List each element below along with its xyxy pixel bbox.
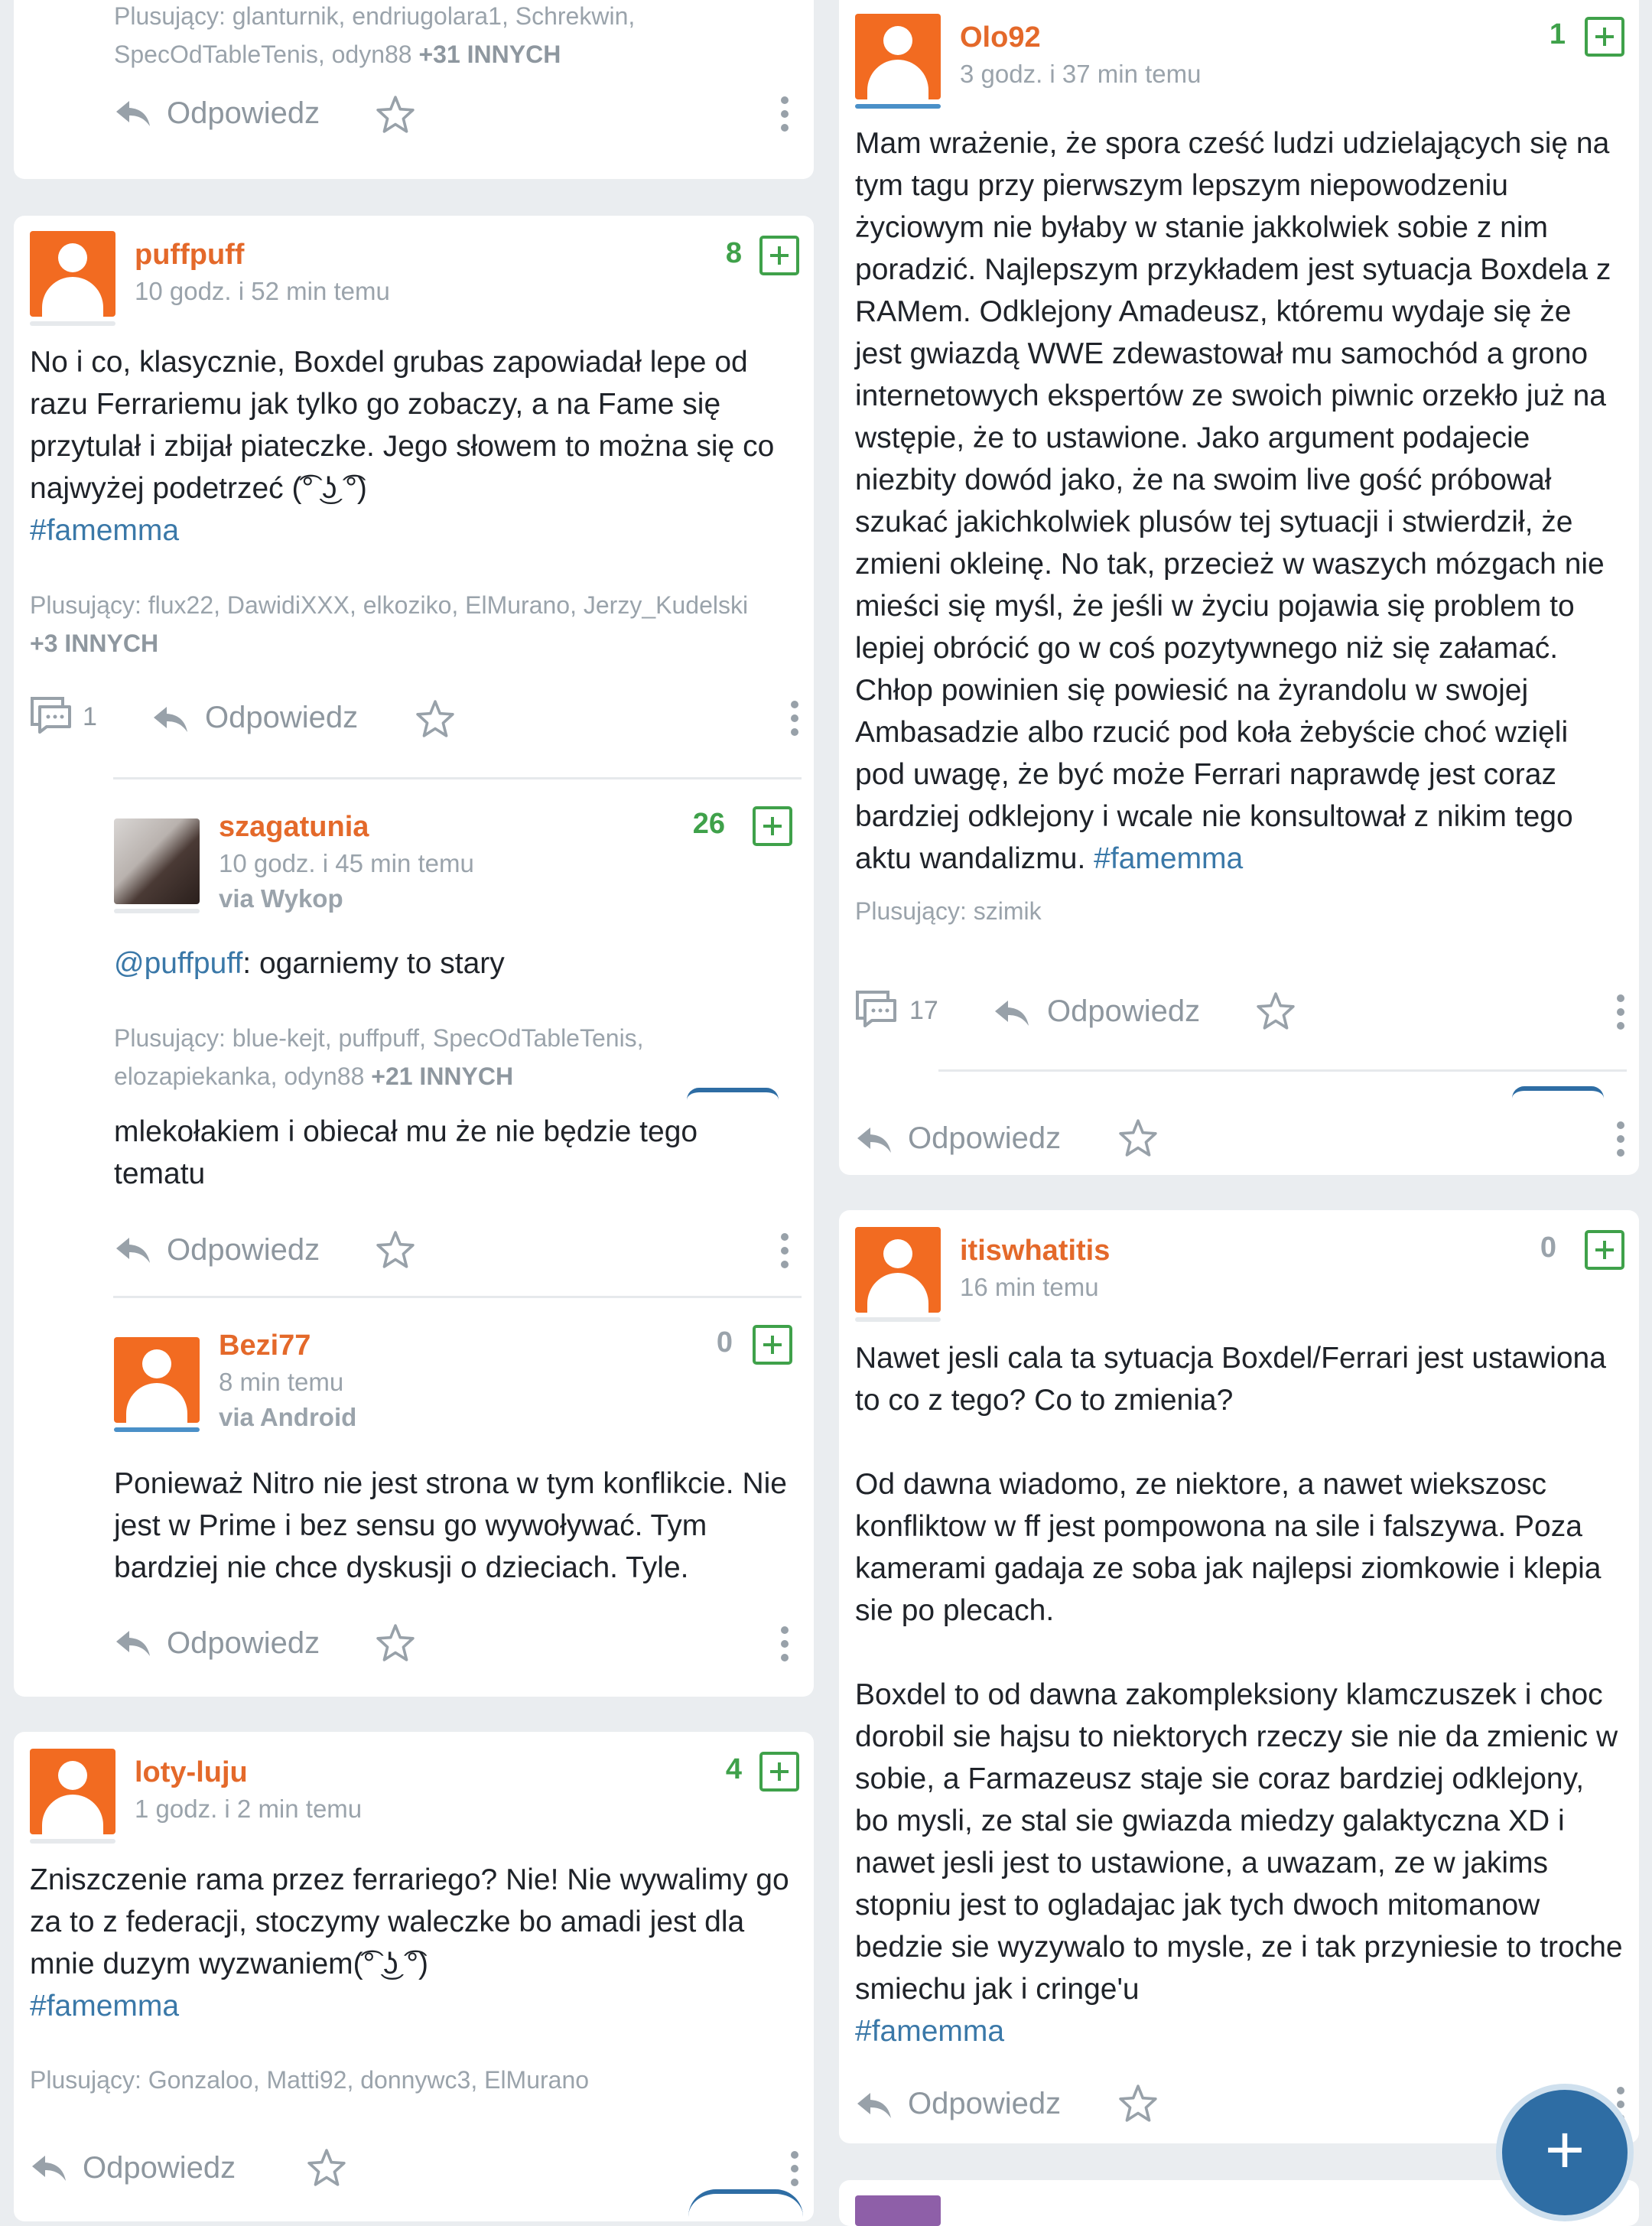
hashtag-link[interactable]: #famemma — [855, 2015, 1005, 2048]
vote-count: 4 — [725, 1753, 742, 1785]
more-options-icon[interactable] — [1616, 1120, 1625, 1158]
username[interactable]: itiswhatitis — [960, 1235, 1111, 1267]
reply-icon[interactable] — [855, 1124, 893, 1155]
upvote-button[interactable] — [759, 236, 799, 275]
entry-card-puffpuff — [14, 216, 814, 1697]
source-label: via Android — [219, 1403, 357, 1431]
reply-icon[interactable] — [114, 1235, 152, 1265]
favorite-star-icon[interactable] — [415, 699, 455, 739]
favorite-star-icon[interactable] — [376, 1230, 415, 1270]
avatar[interactable] — [114, 818, 200, 904]
vote-count: 26 — [692, 808, 725, 840]
comment-icon[interactable] — [30, 696, 73, 739]
add-entry-fab[interactable] — [1496, 2084, 1634, 2221]
upvote-button[interactable] — [759, 1752, 799, 1792]
plusers-more-link[interactable]: +31 INNYCH — [418, 41, 561, 68]
timestamp[interactable]: 10 godz. i 45 min temu — [219, 849, 474, 877]
comment-text: @puffpuff: ogarniemy to stary — [114, 947, 505, 980]
reply-button[interactable]: Odpowiedz — [1047, 994, 1201, 1028]
favorite-star-icon[interactable] — [1118, 1118, 1158, 1158]
timestamp[interactable]: 16 min temu — [960, 1273, 1099, 1301]
comment-count[interactable]: 1 — [83, 702, 97, 731]
entry-text: No i co, klasycznie, Boxdel grubas zapowiadał lepe od razu Ferrariemu jak tylko go zobaczy, a na Fame się przytulał i zbijał piateczke. Jego słowem to można się co najwyżej podetrzeć (͡° ͜ʖ ͡°) #famemma — [30, 346, 775, 547]
hashtag-link[interactable]: #famemma — [30, 514, 180, 547]
username[interactable]: szagatunia — [219, 811, 369, 843]
avatar[interactable] — [30, 231, 115, 317]
favorite-star-icon[interactable] — [307, 2148, 346, 2188]
vote-count: 0 — [1540, 1232, 1556, 1264]
plusers-list: Plusujący: glanturnik, endriugolara1, Schrekwin, SpecOdTableTenis, odyn88 +31 INNYCH — [114, 2, 636, 68]
plusers-list: Plusujący: flux22, DawidiXXX, elkoziko, ElMurano, Jerzy_Kudelski +3 INNYCH — [30, 591, 749, 657]
more-options-icon[interactable] — [790, 699, 799, 737]
reply-icon[interactable] — [114, 98, 152, 129]
clip-edge — [14, 1100, 814, 1102]
comment-icon[interactable] — [855, 990, 898, 1033]
upvote-button[interactable] — [1585, 17, 1624, 57]
upvote-button[interactable] — [1585, 1230, 1624, 1270]
reply-button[interactable]: Odpowiedz — [83, 2151, 236, 2185]
vote-count: 0 — [716, 1326, 733, 1359]
overlay-fab-edge — [688, 2189, 803, 2217]
reply-button[interactable]: Odpowiedz — [908, 2087, 1062, 2120]
reply-button[interactable]: Odpowiedz — [167, 96, 320, 130]
hashtag-link[interactable]: #famemma — [1094, 842, 1244, 875]
plusers-list: Plusujący: Gonzaloo, Matti92, donnywc3, ElMurano — [30, 2066, 590, 2094]
entry-card-loty-luju — [14, 1732, 814, 2221]
favorite-star-icon[interactable] — [376, 1623, 415, 1663]
reply-icon[interactable] — [114, 1628, 152, 1658]
more-options-icon[interactable] — [780, 1625, 789, 1663]
favorite-star-icon[interactable] — [376, 95, 415, 135]
overlay-fab-edge — [687, 1088, 779, 1100]
vote-count: 8 — [725, 237, 742, 269]
username[interactable]: loty-luju — [135, 1756, 248, 1788]
timestamp[interactable]: 1 godz. i 2 min temu — [135, 1795, 363, 1823]
comment-count[interactable]: 17 — [909, 996, 938, 1025]
entry-text: Zniszczenie rama przez ferrariego? Nie! Nie wywalimy go za to z federacji, stoczymy waleczke bo amadi jest dla mnie duzym wyzwaniem(͡° ͜ʖ ͡°) #famemma — [30, 1863, 789, 2023]
plus-icon: + — [1544, 2112, 1585, 2189]
source-label: via Wykop — [219, 884, 343, 913]
reply-button[interactable]: Odpowiedz — [908, 1121, 1062, 1155]
plusers-more-link[interactable]: +3 INNYCH — [30, 630, 159, 657]
comment-text-fragment: mlekołakiem i obiecał mu że nie będzie tego tematu — [114, 1115, 698, 1190]
reply-icon[interactable] — [30, 2153, 68, 2183]
avatar[interactable] — [855, 14, 941, 99]
entry-card-top-fragment — [14, 0, 814, 179]
more-options-icon[interactable] — [780, 95, 789, 133]
username[interactable]: Olo92 — [960, 21, 1041, 54]
entry-card-itiswhatitis — [839, 1210, 1639, 2143]
avatar[interactable] — [30, 1749, 115, 1834]
timestamp[interactable]: 3 godz. i 37 min temu — [960, 60, 1202, 88]
comment-text: Ponieważ Nitro nie jest strona w tym konflikcie. Nie jest w Prime i bez sensu go wywoływać. Tym bardziej nie chce dyskusji o dzieciach. Tyle. — [114, 1467, 787, 1584]
entry-card-olo92 — [839, 0, 1639, 1175]
upvote-button[interactable] — [753, 1325, 792, 1365]
mention-link[interactable]: @puffpuff — [114, 947, 243, 980]
upvote-button[interactable] — [753, 806, 792, 846]
timestamp[interactable]: 10 godz. i 52 min temu — [135, 277, 390, 305]
plusers-more-link[interactable]: +21 INNYCH — [371, 1063, 514, 1090]
reply-icon[interactable] — [993, 997, 1031, 1028]
divider — [113, 1296, 802, 1298]
username[interactable]: puffpuff — [135, 239, 245, 271]
divider — [938, 1069, 1627, 1072]
reply-button[interactable]: Odpowiedz — [167, 1233, 320, 1267]
more-options-icon[interactable] — [780, 1232, 789, 1270]
avatar[interactable] — [855, 2195, 941, 2226]
timestamp[interactable]: 8 min temu — [219, 1368, 344, 1396]
reply-icon[interactable] — [855, 2090, 893, 2120]
entry-text: Mam wrażenie, że spora cześć ludzi udzielających się na tym tagu przy pierwszym lepszym niepowodzeniu życiowym nie byłaby w stanie jakkolwiek sobie z nim poradzić. Najlepszym przykładem jest sytuacja Boxdela z RAMem. Odklejony Amadeusz, któremu wydaje się że jest gwiazdą WWE zdewastował mu samochód a grono internetowych ekspertów ze swoich piwnic orzekło już na wstępie, że to ustawione. Jako argument podajecie niezbity dowód jako, że na swoim live gość próbował szukać jakichkolwiek plusów tej sytuacji i stwierdził, że zmieni okleinę. No tak, przecież w waszych mózgach nie mieści się myśl, że jeśli w życiu pojawia się problem to lepiej obrócić go w coś pozytywnego niż się załamać. Chłop powinien się powiesić na żyrandolu w swojej Ambasadzie albo rzucić pod koła żebyście choć wzięli pod uwagę, że być może Ferrari naprawdę jest coraz bardziej odklejony i wcale nie konsultował z nikim tego aktu wandalizmu. #famemma — [855, 127, 1611, 875]
username[interactable]: Bezi77 — [219, 1329, 311, 1362]
more-options-icon[interactable] — [1616, 993, 1625, 1031]
hashtag-link[interactable]: #famemma — [30, 1990, 180, 2023]
avatar[interactable] — [114, 1337, 200, 1423]
divider — [113, 777, 802, 779]
more-options-icon[interactable] — [790, 2150, 799, 2188]
vote-count: 1 — [1549, 18, 1566, 50]
favorite-star-icon[interactable] — [1118, 2084, 1158, 2123]
entry-text: Nawet jesli cala ta sytuacja Boxdel/Ferrari jest ustawiona to co z tego? Co to zmienia? Od dawna wiadomo, ze niektore, a nawet wiekszosc konfliktow w ff jest pompowona na sile i falszywa. Poza kamerami gadaja ze soba jak najlepsi ziomkowie i klepia sie po plecach. Boxdel to od dawna zakompleksiony klamczuszek i choc dorobil sie hajsu to niektorych rzeczy sie nie da zmienic w sobie, a Farmazeusz staje sie coraz bardziej odklejony, bo mysli, ze stal sie gwiazda miedzy galaktyczna XD i nawet jesli jest to ustawione, a uwazam, ze w jakims stopniu jest to ogladajac jak tych dwoch mitomanow bedzie sie wyzywalo to mysle, ze i tak przyniesie to troche smiechu jak i cringe'u #famemma — [855, 1342, 1623, 2048]
reply-icon[interactable] — [151, 704, 190, 734]
reply-button[interactable]: Odpowiedz — [167, 1626, 320, 1660]
plusers-list: Plusujący: blue-kejt, puffpuff, SpecOdTableTenis, elozapiekanka, odyn88 +21 INNYCH — [114, 1024, 644, 1090]
avatar[interactable] — [855, 1227, 941, 1313]
favorite-star-icon[interactable] — [1256, 991, 1296, 1031]
reply-button[interactable]: Odpowiedz — [205, 701, 359, 734]
plusers-list: Plusujący: szimik — [855, 897, 1042, 925]
overlay-fab-edge — [1512, 1086, 1604, 1098]
